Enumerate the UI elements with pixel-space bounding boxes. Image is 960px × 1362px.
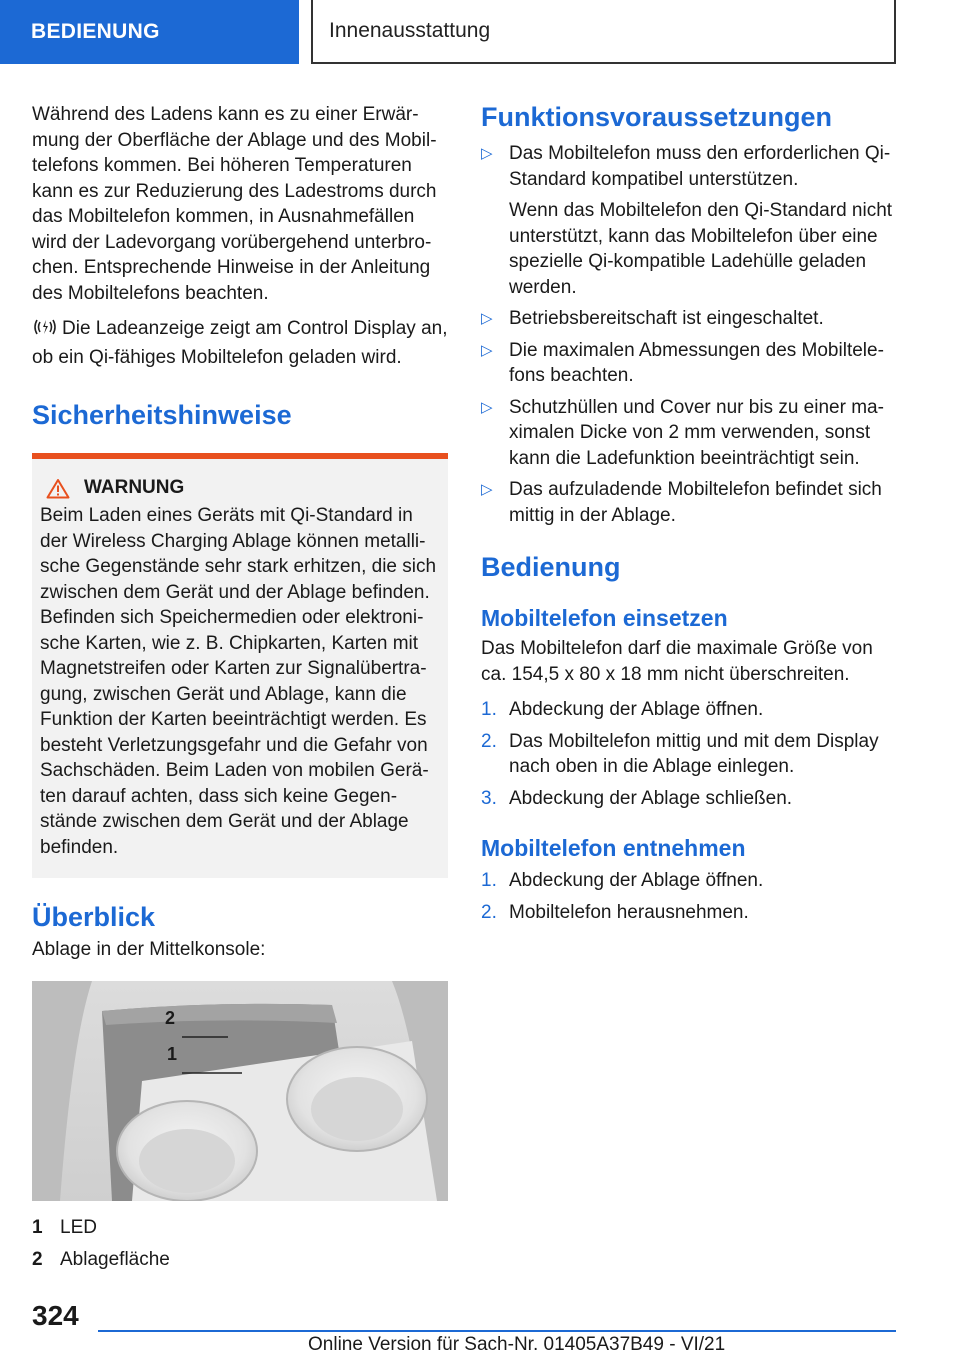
- section-title: BEDIENUNG: [31, 20, 160, 43]
- insert-heading: Mobiltelefon einsetzen: [481, 605, 728, 631]
- list-item: [481, 395, 899, 472]
- step-number: 2.: [481, 730, 497, 752]
- remove-steps: [481, 868, 899, 925]
- legend-label: Ablagefläche: [60, 1248, 170, 1270]
- insert-intro: Das Mobiltelefon darf die maximale Größe von ca. 154,5 x 80 x 18 mm nicht überschreiten.: [481, 638, 873, 685]
- footer-divider: [98, 1330, 896, 1332]
- triangle-bullet-icon: ▷: [481, 481, 493, 498]
- console-figure: [32, 981, 448, 1201]
- figure-callout-2: 2: [165, 1008, 176, 1028]
- legend-label: LED: [60, 1216, 97, 1238]
- list-item: [481, 141, 899, 300]
- step-item: [481, 697, 899, 723]
- step-text: Abdeckung der Ablage öffnen.: [509, 699, 764, 720]
- wireless-charging-icon: [32, 317, 62, 345]
- remove-heading: Mobiltelefon entnehmen: [481, 835, 746, 861]
- triangle-bullet-icon: ▷: [481, 398, 493, 416]
- step-text: Mobiltelefon herausnehmen.: [509, 901, 749, 923]
- indicator-paragraph: [32, 316, 448, 370]
- list-item-text: Das aufzuladende Mobiltelefon befindet sich mittig in der Ablage.: [509, 479, 882, 526]
- warning-header: [40, 477, 440, 499]
- requirements-list: [481, 141, 899, 528]
- chapter-title: Innenausstattung: [329, 19, 491, 42]
- overview-heading: Überblick: [32, 902, 156, 932]
- legend-number: 1: [32, 1216, 43, 1238]
- triangle-bullet-icon: ▷: [481, 145, 493, 162]
- warning-triangle-icon: [46, 478, 70, 499]
- warning-box: [32, 453, 448, 878]
- overview-text: Ablage in der Mittelkonsole:: [32, 939, 266, 960]
- figure-legend: [32, 1215, 448, 1272]
- step-item: [481, 729, 899, 780]
- list-item-text: Die maximalen Abmessungen des Mobiltelefons beachten.: [509, 339, 884, 386]
- list-item: [481, 477, 899, 528]
- section-tab: [0, 0, 299, 64]
- step-item: [481, 868, 899, 894]
- step-text: Das Mobiltelefon mittig und mit dem Display nach oben in die Ablage einlegen.: [509, 730, 879, 777]
- warning-title: WARNUNG: [84, 477, 185, 498]
- list-item-text: Schutzhüllen und Cover nur bis zu einer maximalen Dicke von 2 mm verwenden, sonst kann die Ladefunktion beeinträchtigt sein.: [509, 396, 884, 469]
- triangle-bullet-icon: ▷: [481, 341, 493, 359]
- step-number: 1.: [481, 870, 497, 891]
- page-number: 324: [32, 1300, 79, 1331]
- triangle-bullet-icon: ▷: [481, 310, 493, 327]
- warning-text: Beim Laden eines Geräts mit Qi-Standard in der Wireless Charging Ablage können metallische Gegenstände sehr stark erhitzen, die sich zwischen dem Gerät und der Ablage befinden. Befinden sich Speichermedien oder elektronische Karten, wie z. B. Chipkarten, Karten mit Magnetstreifen oder Karten zur Signalübertragung, zwischen Gerät und Ablage, kann die Funktion der Karten beeinträchtigt werden. Es besteht Verletzungsgefahr und die Gefahr von Sachschäden. Beim Laden von mobilen Geräten darauf achten, dass sich keine Gegenstände zwischen dem Gerät und der Ablage befinden.: [40, 505, 437, 858]
- list-item-extra: Wenn das Mobiltelefon den Qi-Standard nicht unterstützt, kann das Mobiltelefon über eine spezielle Qi-kompatible Ladehülle geladen werden.: [509, 200, 893, 298]
- left-column: [32, 96, 448, 1279]
- figure-callout-1: 1: [167, 1044, 178, 1064]
- chapter-header: [311, 0, 896, 64]
- legend-item: [32, 1215, 448, 1240]
- step-number: 2.: [481, 901, 497, 923]
- step-text: Abdeckung der Ablage öffnen.: [509, 870, 764, 891]
- legend-item: [32, 1247, 448, 1272]
- step-number: 3.: [481, 787, 497, 809]
- list-item-text: Betriebsbereitschaft ist eingeschaltet.: [509, 308, 824, 329]
- operation-heading: Bedienung: [481, 552, 621, 582]
- list-item-text: Das Mobiltelefon muss den erforderlichen Qi-Standard kompatibel unterstützen.: [509, 143, 891, 190]
- right-column: [481, 96, 899, 925]
- step-item: [481, 900, 899, 926]
- intro-paragraph: Während des Ladens kann es zu einer Erwärmung der Oberfläche der Ablage und des Mobiltelefons kommen. Bei höheren Temperaturen kann es zur Reduzierung des Ladestroms durch das Mobiltelefon kommen, in Ausnahmefällen wird der Ladevorgang vorübergehend unterbrochen. Entsprechende Hinweise in der Anleitung des Mobiltelefons beachten.: [32, 104, 437, 304]
- list-item: [481, 306, 899, 332]
- footer-online-version: Online Version für Sach-Nr. 01405A37B49 - VI/21: [308, 1334, 726, 1355]
- step-item: [481, 786, 899, 812]
- step-text: Abdeckung der Ablage schließen.: [509, 787, 793, 809]
- legend-number: 2: [32, 1248, 43, 1270]
- safety-heading: Sicherheitshinweise: [32, 400, 292, 430]
- requirements-heading: Funktionsvoraussetzungen: [481, 102, 833, 132]
- insert-steps: [481, 697, 899, 811]
- indicator-text: Die Ladeanzeige zeigt am Control Display an, ob ein Qi-fähiges Mobiltelefon geladen wird.: [32, 318, 448, 368]
- step-number: 1.: [481, 699, 497, 720]
- list-item: [481, 338, 899, 389]
